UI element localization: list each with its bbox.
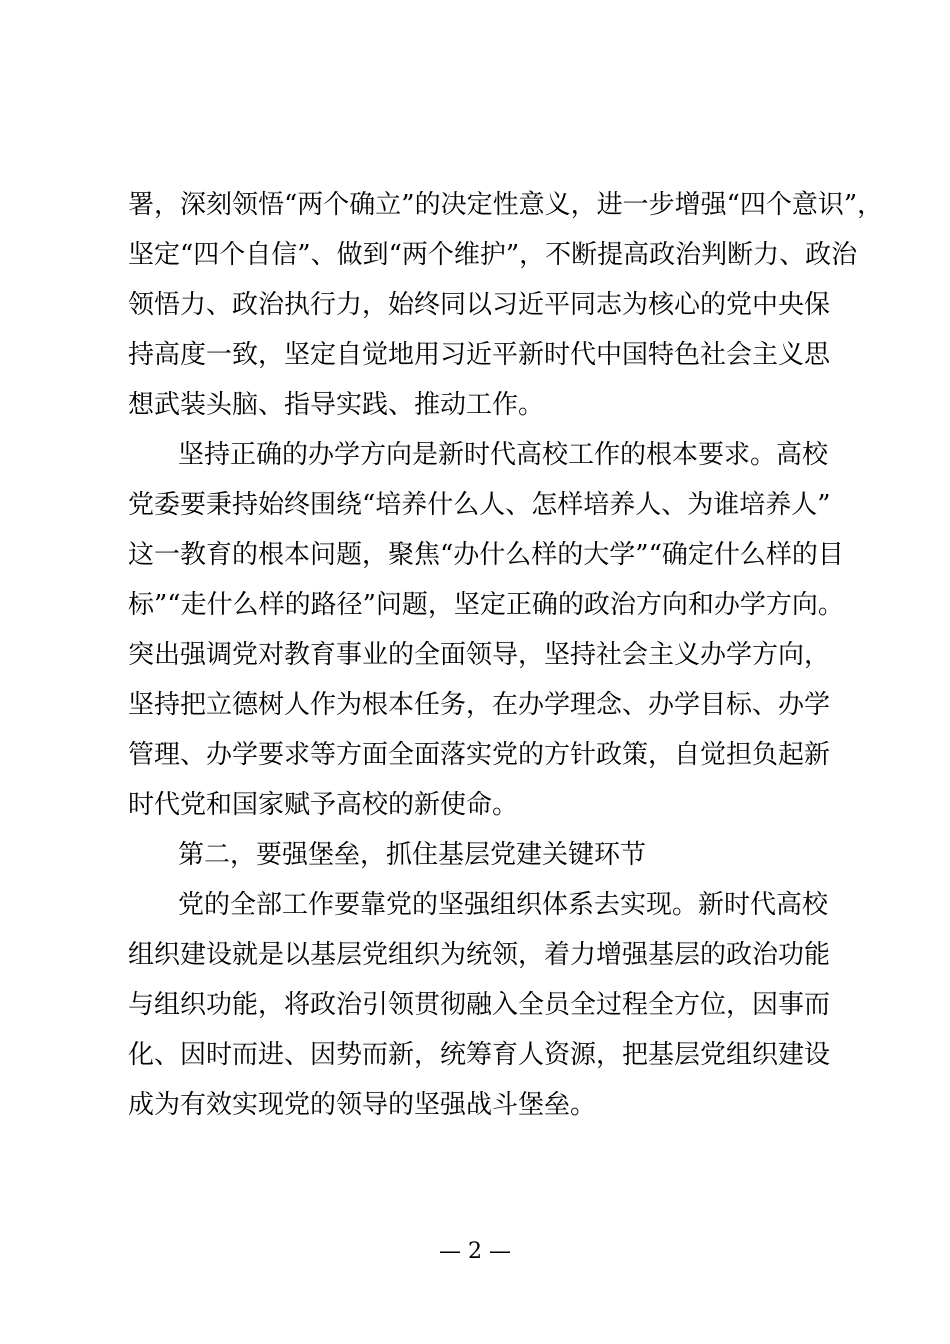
- paragraph-line: 署，深刻领悟“两个确立”的决定性意义，进一步增强“四个意识”，: [128, 190, 884, 220]
- paragraph-line: 化、因时而进、因势而新，统筹育人资源，把基层党组织建设: [128, 1040, 831, 1070]
- paragraph-first-line: 党的全部工作要靠党的坚强组织体系去实现。新时代高校: [178, 890, 829, 920]
- paragraph-line: 坚持把立德树人作为根本任务，在办学理念、办学目标、办学: [128, 690, 831, 720]
- paragraph-line: 突出强调党对教育事业的全面领导，坚持社会主义办学方向，: [128, 640, 831, 670]
- paragraph-line: 这一教育的根本问题，聚焦“办什么样的大学”“确定什么样的目: [128, 540, 844, 570]
- paragraph-line: 与组织功能，将政治引领贯彻融入全员全过程全方位，因事而: [128, 990, 831, 1020]
- paragraph-line: 持高度一致，坚定自觉地用习近平新时代中国特色社会主义思: [128, 340, 831, 370]
- paragraph-line: 党委要秉持始终围绕“培养什么人、怎样培养人、为谁培养人”: [128, 490, 831, 520]
- paragraph-line: 标”“走什么样的路径”问题，坚定正确的政治方向和办学方向。: [128, 590, 844, 620]
- paragraph-line: 想武装头脑、指导实践、推动工作。: [128, 390, 545, 420]
- paragraph-line: 坚定“四个自信”、做到“两个维护”，不断提高政治判断力、政治: [128, 240, 858, 270]
- paragraph-line: 领悟力、政治执行力，始终同以习近平同志为核心的党中央保: [128, 290, 831, 320]
- paragraph-line: 成为有效实现党的领导的坚强战斗堡垒。: [128, 1090, 597, 1120]
- paragraph-line: 时代党和国家赋予高校的新使命。: [128, 790, 519, 820]
- paragraph-first-line: 坚持正确的办学方向是新时代高校工作的根本要求。高校: [178, 440, 829, 470]
- paragraph-line: 组织建设就是以基层党组织为统领，着力增强基层的政治功能: [128, 940, 831, 970]
- paragraph-line: 管理、办学要求等方面全面落实党的方针政策，自觉担负起新: [128, 740, 831, 770]
- page-number: — 2 —: [439, 1239, 511, 1264]
- section-heading: 第二，要强堡垒，抓住基层党建关键环节: [178, 840, 647, 870]
